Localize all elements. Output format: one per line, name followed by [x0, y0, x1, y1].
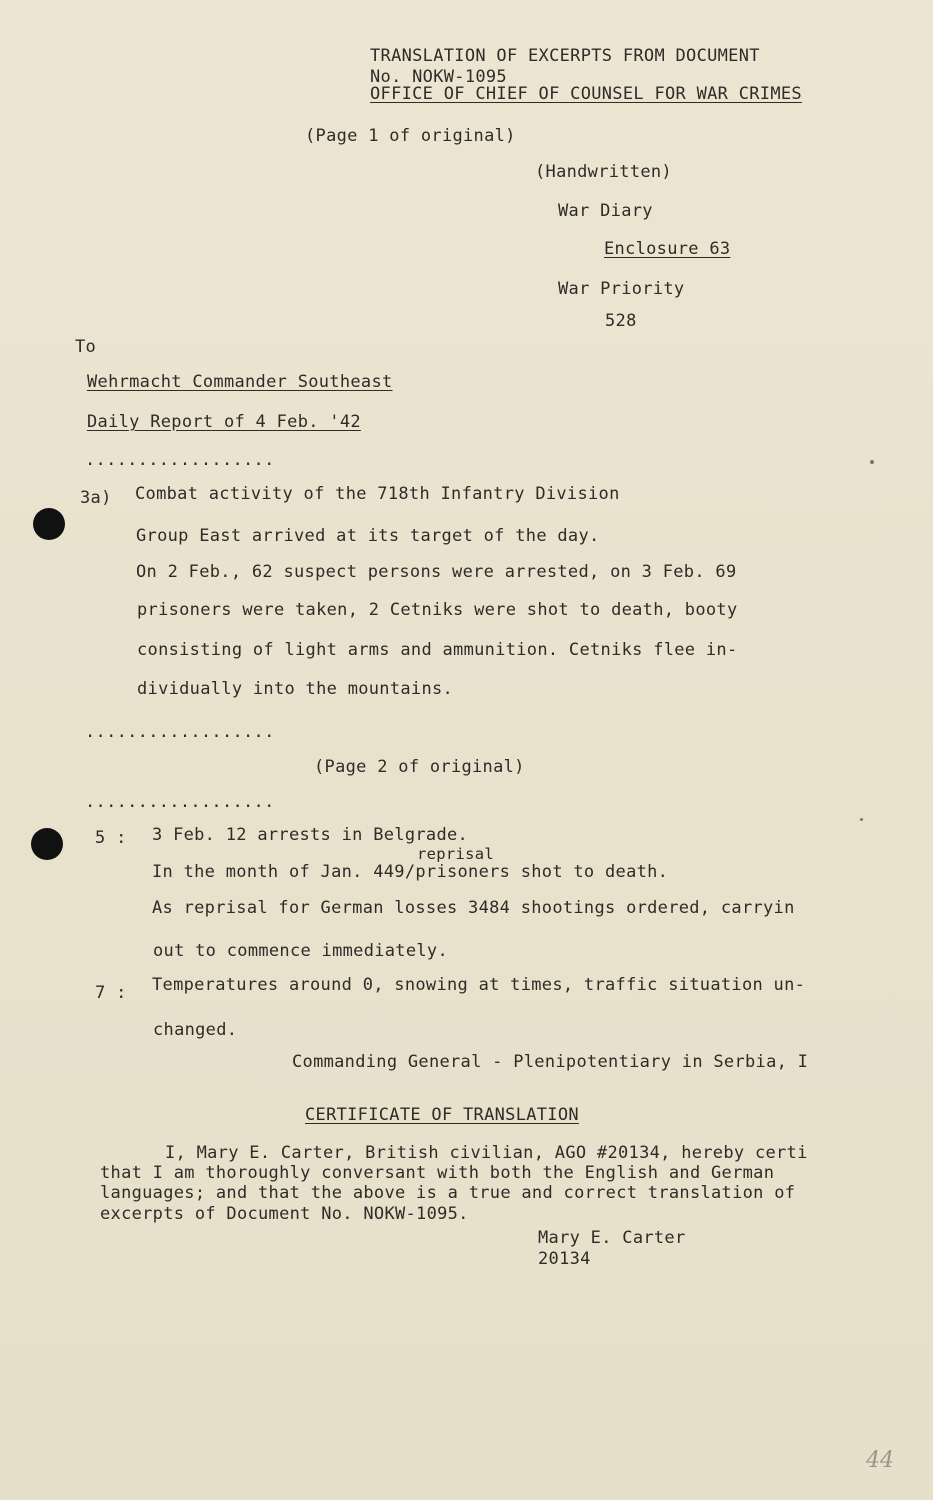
header-line-2: No. NOKW-1095	[370, 67, 507, 87]
section-3a-line: prisoners were taken, 2 Cetniks were shot to death, booty	[137, 600, 738, 620]
war-priority: War Priority	[558, 279, 685, 299]
certificate-line: I, Mary E. Carter, British civilian, AGO #20134, hereby certi	[165, 1143, 808, 1163]
section-3a-number: 3a)	[80, 488, 112, 508]
section-3a-line: Combat activity of the 718th Infantry Division	[135, 484, 620, 504]
war-diary: War Diary	[558, 201, 653, 221]
report-title: Daily Report of 4 Feb. '42	[87, 412, 361, 432]
to-label: To	[75, 337, 97, 357]
certificate-line: that I am thoroughly conversant with both the English and German	[100, 1163, 775, 1183]
dots-separator: ..................	[85, 792, 275, 812]
section-7-line: changed.	[153, 1020, 238, 1040]
page2-marker: (Page 2 of original)	[314, 757, 525, 777]
punch-hole	[33, 508, 65, 540]
page1-marker: (Page 1 of original)	[305, 126, 516, 146]
certificate-title: CERTIFICATE OF TRANSLATION	[305, 1105, 579, 1125]
page-number: 44	[866, 1448, 894, 1473]
certificate-line: excerpts of Document No. NOKW-1095.	[100, 1204, 469, 1224]
section-3a-line: consisting of light arms and ammunition. Cetniks flee in-	[137, 640, 738, 660]
section-5-line: In the month of Jan. 449/prisoners shot to death.	[152, 862, 669, 882]
dots-separator: ..................	[85, 450, 275, 470]
section-7-line: Temperatures around 0, snowing at times, traffic situation un-	[152, 975, 806, 995]
enclosure: Enclosure 63	[604, 239, 731, 259]
section-5-line: 3 Feb. 12 arrests in Belgrade.	[152, 825, 469, 845]
section-3a-line: Group East arrived at its target of the day.	[136, 526, 600, 546]
certificate-line: languages; and that the above is a true and correct translation of	[100, 1183, 796, 1203]
section-3a-line: On 2 Feb., 62 suspect persons were arrested, on 3 Feb. 69	[136, 562, 737, 582]
handwritten-label: (Handwritten)	[535, 162, 672, 182]
interlinear-insertion: reprisal	[417, 845, 495, 863]
section-3a-line: dividually into the mountains.	[137, 679, 454, 699]
signer-number: 20134	[538, 1249, 591, 1269]
punch-hole	[31, 828, 63, 860]
addressee: Wehrmacht Commander Southeast	[87, 372, 393, 392]
section-5-number: 5 :	[95, 828, 127, 848]
priority-number: 528	[605, 311, 637, 331]
section-5-line: out to commence immediately.	[153, 941, 448, 961]
signer-name: Mary E. Carter	[538, 1228, 686, 1248]
dots-separator: ..................	[85, 722, 275, 742]
header-line-3: OFFICE OF CHIEF OF COUNSEL FOR WAR CRIMES	[370, 84, 802, 104]
signature-line: Commanding General - Plenipotentiary in Serbia, I	[292, 1052, 809, 1072]
paper-speck	[870, 460, 874, 464]
paper-speck	[860, 818, 863, 821]
section-7-number: 7 :	[95, 983, 127, 1003]
header-line-1: TRANSLATION OF EXCERPTS FROM DOCUMENT	[370, 46, 760, 66]
section-5-line: As reprisal for German losses 3484 shootings ordered, carryin	[152, 898, 795, 918]
